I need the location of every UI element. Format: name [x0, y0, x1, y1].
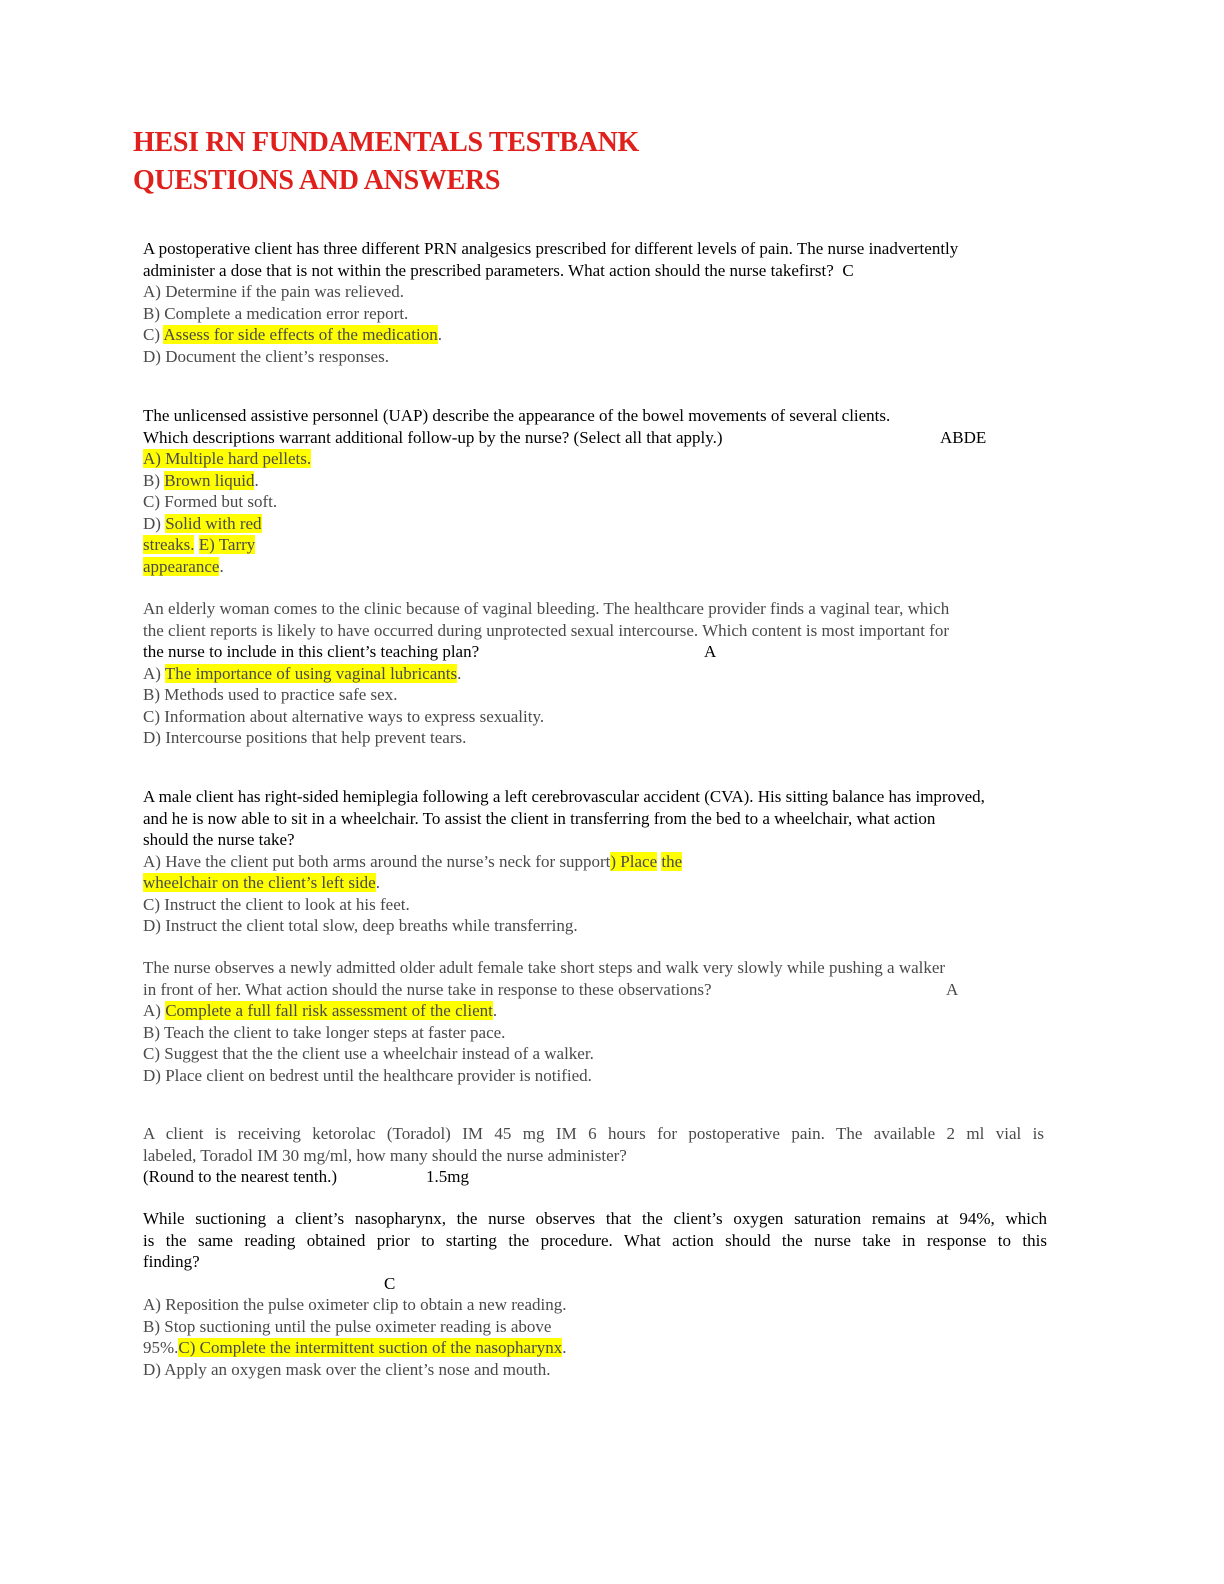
question-4-option-b: wheelchair on the client’s left side. [143, 873, 380, 892]
highlight: E) Tarry [198, 535, 256, 554]
question-5-option-c: C) Suggest that the the client use a wheelchair instead of a walker. [143, 1044, 594, 1063]
question-1 [143, 238, 1073, 367]
question-6 [143, 1123, 1044, 1188]
highlight: the [661, 851, 683, 871]
question-1-stem-line-1: A postoperative client has three different PRN analgesics prescribed for different levels of pain. The nurse inadvertently [143, 239, 959, 258]
question-7-answer: C [384, 1273, 396, 1293]
question-3-stem-line-3: the nurse to include in this client’s teaching plan? A [143, 642, 717, 661]
highlight: wheelchair on the client’s left side [143, 873, 376, 892]
question-7-option-c: 95%.C) Complete the intermittent suction of the nasopharynx. [143, 1338, 567, 1357]
highlight: The importance of using vaginal lubricants [164, 663, 458, 683]
highlight: Complete a full fall risk assessment of the client [165, 1001, 493, 1020]
question-1-answer: C [842, 260, 854, 280]
question-1-option-d: D) Document the client’s responses. [143, 346, 389, 366]
question-6-stem-line-2: labeled, Toradol IM 30 mg/ml, how many should the nurse administer? [143, 1145, 627, 1165]
question-7-stem-line-1: While suctioning a client’s nasopharynx, the nurse observes that the client’s oxygen saturation remains at 94%, which [143, 1209, 1047, 1228]
question-4-stem-line-3: should the nurse take? [143, 830, 295, 849]
question-2-answer: ABDE [940, 427, 987, 447]
title-line-2: QUESTIONS AND ANSWERS [133, 165, 501, 196]
question-3-option-b: B) Methods used to practice safe sex. [143, 685, 398, 704]
question-2-option-d: D) Solid with red [143, 513, 262, 533]
highlight: Brown liquid [164, 470, 255, 490]
question-5-option-d: D) Place client on bedrest until the healthcare provider is notified. [143, 1065, 592, 1085]
highlight: ) Place [610, 851, 658, 871]
question-2-stem-line-1: The unlicensed assistive personnel (UAP) describe the appearance of the bowel movements of several clients. [143, 406, 891, 425]
question-1-option-c: C) Assess for side effects of the medication. [143, 325, 443, 344]
highlight: A) Multiple hard pellets. [143, 449, 312, 468]
question-6-stem-line-3: (Round to the nearest tenth.) 1.5mg [143, 1167, 469, 1186]
question-4-stem-line-2: and he is now able to sit in a wheelchair. To assist the client in transferring from the bed to a wheelchair, what action [143, 808, 936, 828]
question-1-stem-line-2: administer a dose that is not within the prescribed parameters. What action should the nurse takefirst? C [143, 260, 854, 280]
question-1-option-a: A) Determine if the pain was relieved. [143, 282, 405, 301]
question-4-option-d: D) Instruct the client total slow, deep breaths while transferring. [143, 916, 578, 935]
question-5 [143, 957, 1073, 1086]
question-7-option-b: B) Stop suctioning until the pulse oximeter reading is above [143, 1316, 552, 1336]
question-3-stem-line-2: the client reports is likely to have occurred during unprotected sexual intercourse. Which content is most important for [143, 620, 950, 640]
question-5-answer: A [946, 979, 959, 999]
question-7-option-a: A) Reposition the pulse oximeter clip to obtain a new reading. [143, 1295, 567, 1314]
highlight: appearance [143, 556, 220, 576]
question-2-option-b: B) Brown liquid. [143, 470, 259, 490]
question-6-answer: 1.5mg [426, 1167, 469, 1186]
question-2-option-d-continued [143, 534, 1073, 556]
question-2-option-a [143, 448, 1073, 470]
question-4-option-a: A) Have the client put both arms around the nurse’s neck for support) Place the [143, 851, 683, 871]
highlight: Solid with red [165, 513, 262, 533]
question-2 [143, 405, 1073, 577]
question-2-option-e: appearance. [143, 556, 224, 576]
question-7 [143, 1208, 1047, 1380]
question-7-answer-line [143, 1273, 1047, 1295]
question-3-stem-line-1: An elderly woman comes to the clinic because of vaginal bleeding. The healthcare provider finds a vaginal tear, which [143, 599, 950, 618]
question-2-stem-line-2: Which descriptions warrant additional follow-up by the nurse? (Select all that apply.) ABDE [143, 427, 987, 447]
question-4 [143, 786, 1073, 937]
highlight: Assess for side effects of the medication [163, 325, 438, 344]
question-5-option-a: A) Complete a full fall risk assessment of the client. [143, 1001, 498, 1020]
question-4-option-c: C) Instruct the client to look at his feet. [143, 894, 410, 914]
question-3-option-a: A) The importance of using vaginal lubricants. [143, 663, 462, 683]
question-7-option-d: D) Apply an oxygen mask over the client’s nose and mouth. [143, 1359, 551, 1379]
question-3-option-d: D) Intercourse positions that help prevent tears. [143, 728, 467, 747]
question-7-stem-line-3: finding? [143, 1252, 200, 1271]
title-line-1: HESI RN FUNDAMENTALS TESTBANK [133, 127, 640, 158]
question-3-answer: A [704, 642, 717, 661]
highlight: streaks. [143, 535, 195, 554]
question-5-stem-line-1: The nurse observes a newly admitted older adult female take short steps and walk very slowly while pushing a walker [143, 958, 946, 977]
question-5-stem-line-2: in front of her. What action should the nurse take in response to these observations? A [143, 979, 959, 999]
highlight: C) Complete the intermittent suction of the nasopharynx [178, 1338, 563, 1357]
question-6-stem-line-1: A client is receiving ketorolac (Toradol) IM 45 mg IM 6 hours for postoperative pain. The available 2 ml vial is [143, 1124, 1044, 1143]
question-4-stem-line-1: A male client has right-sided hemiplegia following a left cerebrovascular accident (CVA). His sitting balance has improved, [143, 787, 985, 806]
document-title [133, 124, 639, 200]
question-3-option-c: C) Information about alternative ways to express sexuality. [143, 706, 545, 726]
question-5-option-b: B) Teach the client to take longer steps at faster pace. [143, 1022, 506, 1042]
question-7-stem-line-2: is the same reading obtained prior to starting the procedure. What action should the nurse take in response to this [143, 1230, 1047, 1250]
question-2-option-c: C) Formed but soft. [143, 492, 278, 511]
question-1-option-b: B) Complete a medication error report. [143, 303, 409, 323]
question-3 [143, 598, 1073, 749]
